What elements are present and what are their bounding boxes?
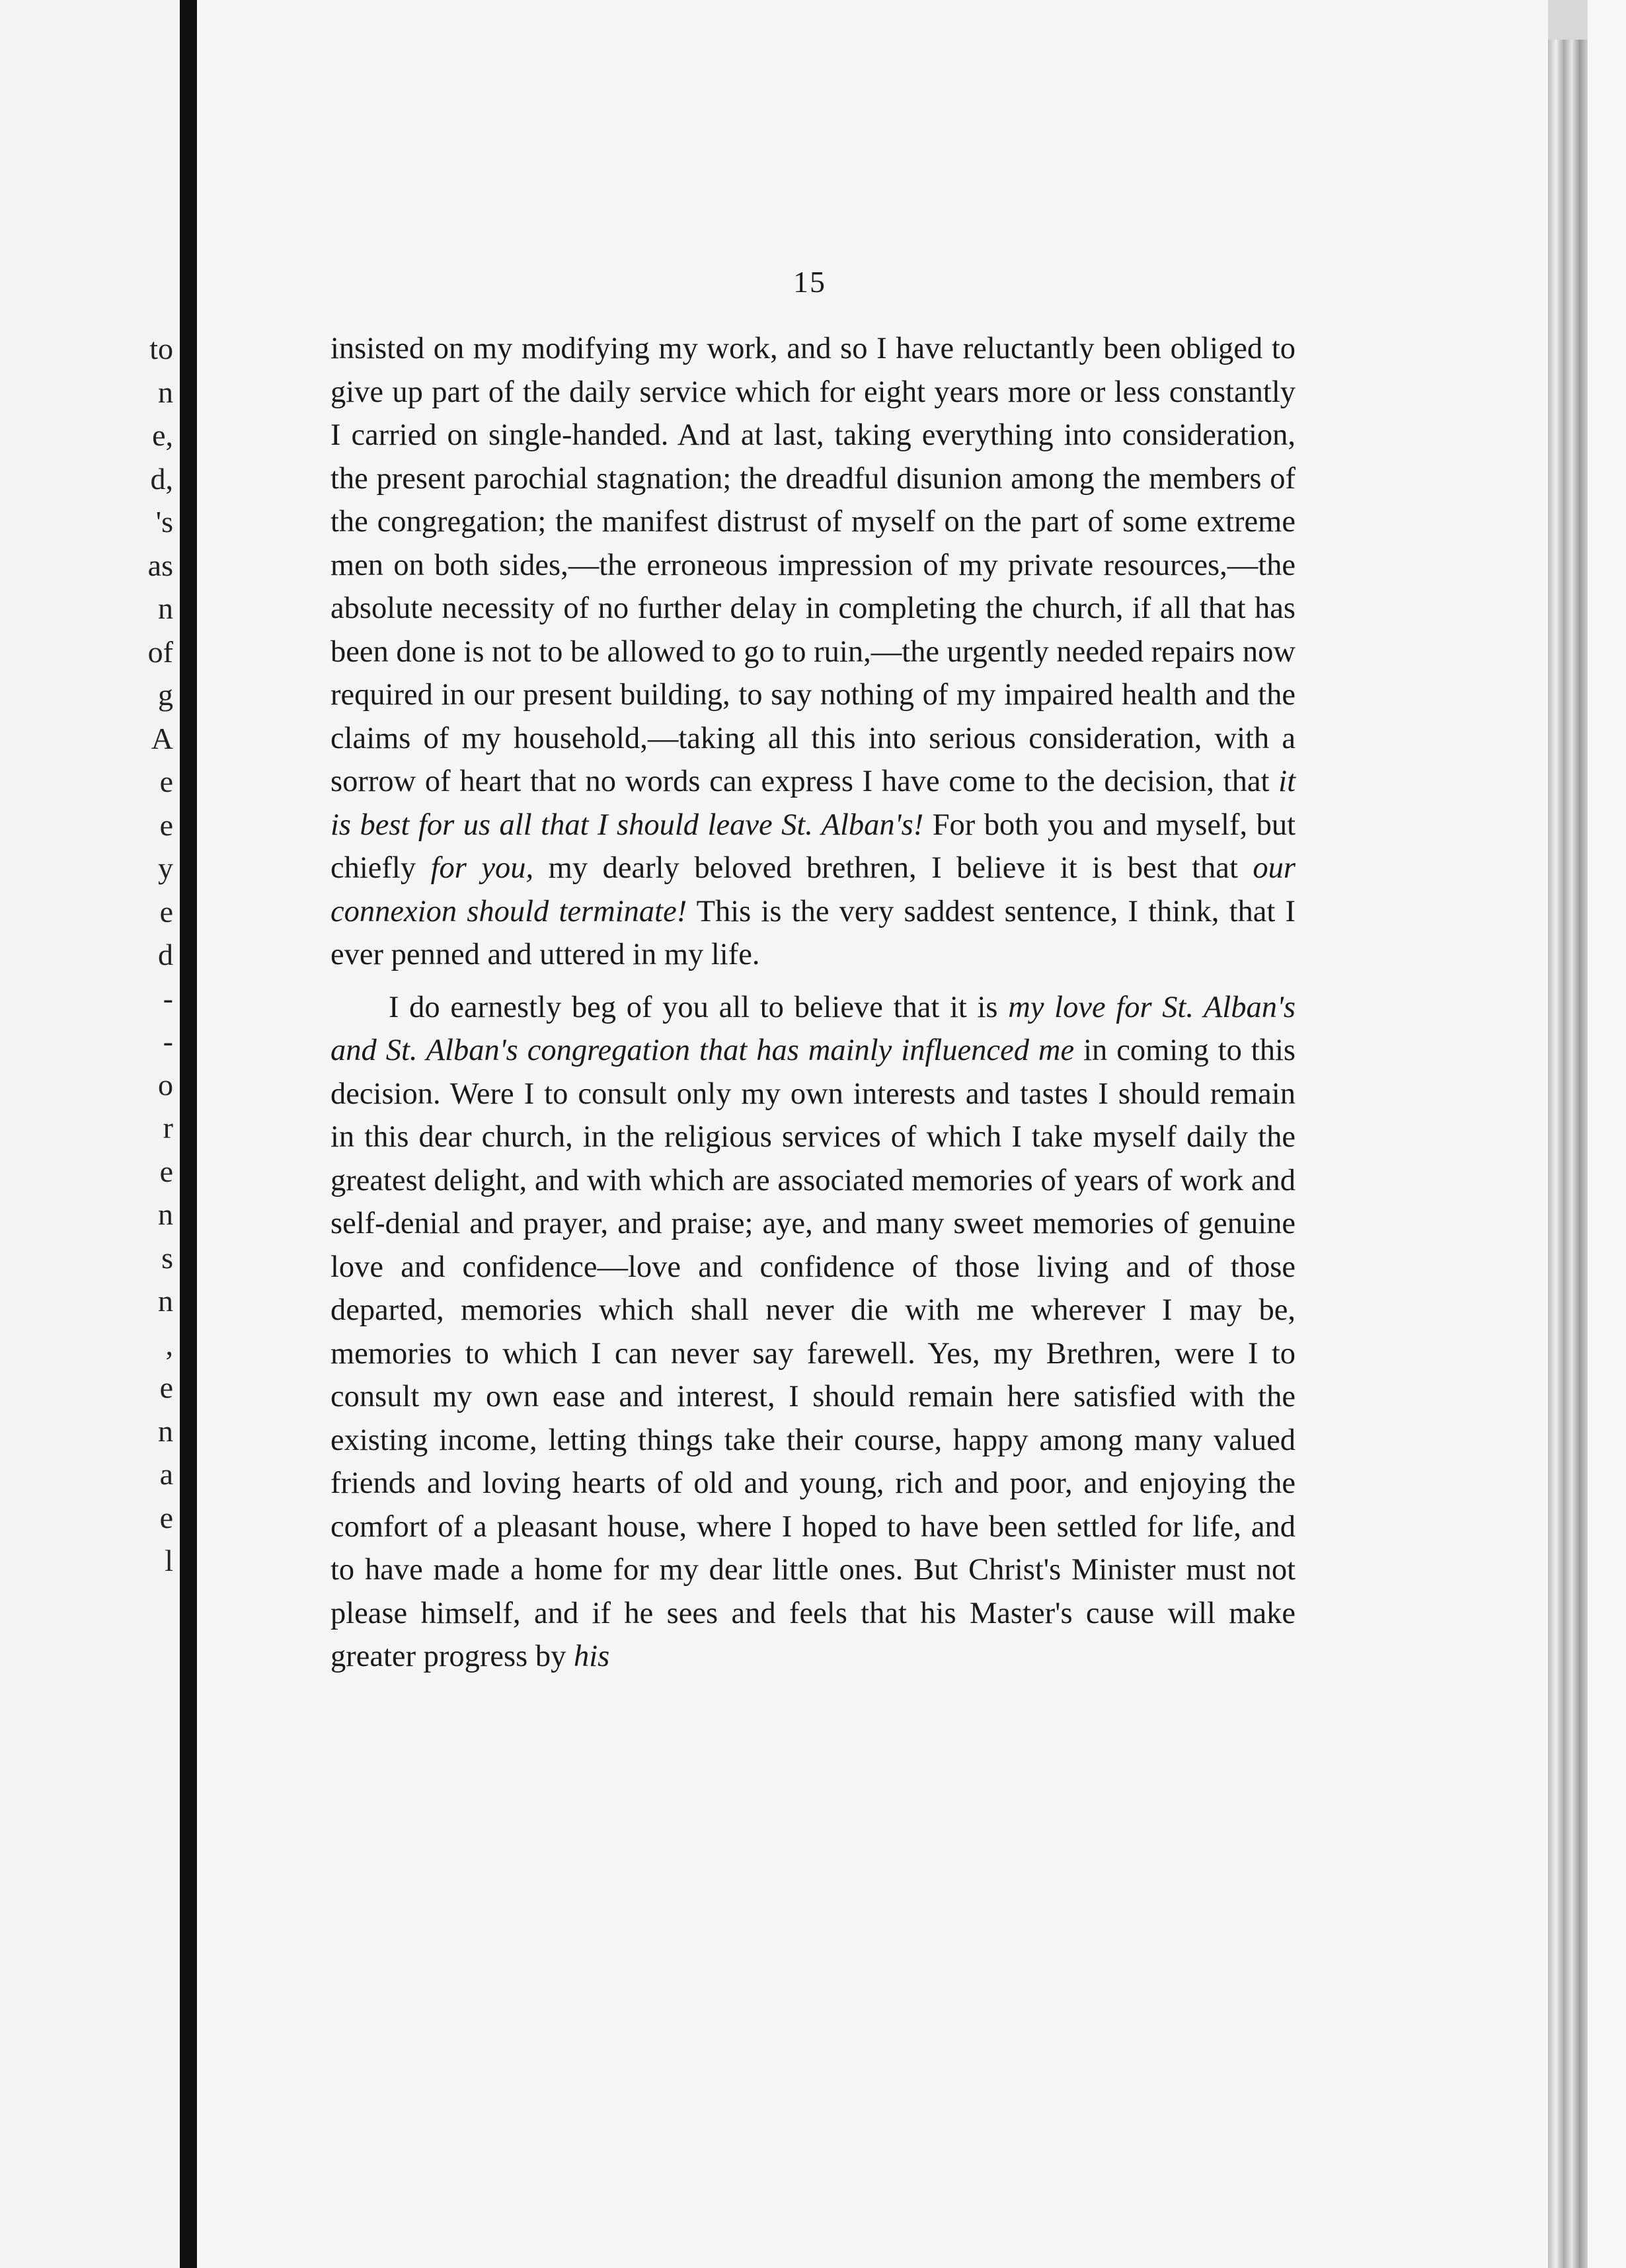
text-run: For both you and myself, but chiefly: [330, 808, 1296, 885]
margin-fragment: A: [151, 721, 173, 755]
margin-fragment: e: [159, 1500, 173, 1534]
margin-fragment: y: [158, 851, 173, 885]
page-stack-edge: [1548, 40, 1588, 2268]
margin-fragment: d,: [150, 461, 173, 496]
margin-fragment: a: [159, 1457, 173, 1491]
text-run: I do earnestly beg of you all to believe that it is: [389, 990, 1009, 1024]
margin-fragment: n: [158, 1197, 173, 1231]
italic-run: for you,: [430, 851, 534, 885]
margin-fragment: e: [159, 894, 173, 928]
margin-fragment: s: [161, 1240, 173, 1275]
scan-margin: [1588, 0, 1626, 2268]
margin-fragment: n: [158, 1414, 173, 1448]
margin-fragment: n: [158, 591, 173, 625]
italic-run: our connexion should terminate!: [330, 851, 1296, 928]
paragraph: [330, 327, 1296, 977]
paragraph: [330, 986, 1296, 1679]
margin-fragment: e,: [152, 418, 173, 452]
italic-run: my love for St. Alban's and St. Alban's congregation that has mainly influenced me: [330, 990, 1296, 1067]
italic-run: his: [573, 1640, 610, 1673]
facing-page-text-fragments: [0, 0, 178, 2268]
margin-fragment: r: [163, 1111, 173, 1145]
margin-fragment: g: [158, 678, 173, 712]
margin-fragment: -: [163, 1024, 173, 1058]
margin-fragment: to: [149, 332, 173, 365]
italic-run: it is best for us all that I should leave St. Alban's!: [330, 765, 1296, 842]
margin-fragment: ,: [165, 1327, 173, 1361]
margin-fragment: as: [147, 548, 173, 582]
text-run: insisted on my modifying my work, and so I have reluctantly been obliged to give up part of the daily service which for eight years more or less constantly I carried on single-handed. And at last, taking everything into consideration, the present parochial stagnation; the dreadful disunion among the members of the congregation; the manifest distrust of myself on the part of some extreme men on both sides,—the erroneous impression of my private resources,—the absolute necessity of no further delay in completing the church, if all that has been done is not to be allowed to go to ruin,—the urgently needed repairs now required in our present building, to say nothing of my impaired health and the claims of my household,—taking all this into serious consideration, with a sorrow of heart that no words can express I have come to the decision, that: [330, 332, 1296, 798]
margin-fragment: n: [158, 375, 173, 409]
page-number: 15: [793, 265, 826, 299]
text-run: my dearly beloved brethren, I believe it is best that: [533, 851, 1253, 885]
book-gutter: [180, 0, 197, 2268]
margin-fragment: e: [159, 808, 173, 842]
margin-fragment: d: [158, 938, 173, 971]
margin-fragment: of: [147, 634, 173, 669]
margin-fragment: o: [158, 1067, 173, 1102]
margin-fragment: e: [159, 1154, 173, 1188]
text-run: This is the very saddest sentence, I think, that I ever penned and uttered in my life.: [330, 894, 1296, 971]
margin-fragment: -: [163, 981, 173, 1015]
text-run: in coming to this decision. Were I to consult only my own interests and tastes I should remain in this dear church, in the religious services of which I take myself daily the greatest delight, and with which are associated memories of years of work and self-denial and prayer, and praise; aye, and many sweet memories of genuine love and confidence—love and confidence of those living and of those departed, memories which shall never die with me wherever I may be, memories to which I can never say farewell. Yes, my Brethren, were I to consult my own ease and interest, I should remain here satisfied with the existing income, letting things take their course, happy among many valued friends and loving hearts of old and young, rich and poor, and enjoying the comfort of a pleasant house, where I hoped to have been settled for life, and to have made a home for my dear little ones. But Christ's Minister must not please himself, and if he sees and feels that his Master's cause will make greater progress by: [330, 1034, 1296, 1673]
margin-fragment: n: [158, 1284, 173, 1318]
margin-fragment: l: [165, 1544, 173, 1577]
margin-fragment: e: [159, 1371, 173, 1404]
margin-fragment: 's: [155, 505, 173, 539]
margin-fragment: e: [159, 765, 173, 798]
body-text: [330, 327, 1296, 1679]
